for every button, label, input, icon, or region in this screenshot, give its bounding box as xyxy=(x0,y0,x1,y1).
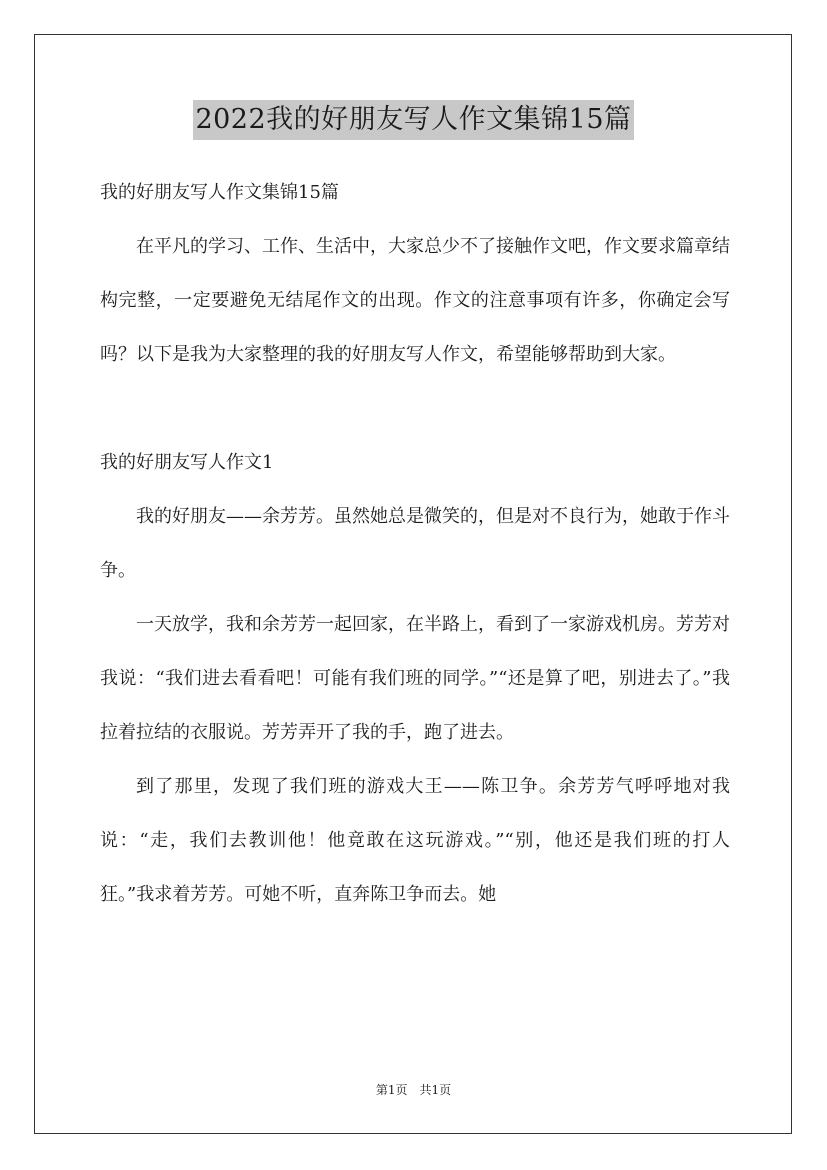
page-total: 共1页 xyxy=(419,1083,452,1097)
body-paragraph-2: 一天放学，我和余芳芳一起回家，在半路上，看到了一家游戏机房。芳芳对我说：“我们进去看看吧！可能有我们班的同学。”“还是算了吧，别进去了。”我拉着拉结的衣服说。芳芳弄开了我的手，跑了进去。 xyxy=(100,614,730,743)
paragraph-gap xyxy=(100,382,730,436)
body-paragraph-1: 我的好朋友——余芳芳。虽然她总是微笑的，但是对不良行为，她敢于作斗争。 xyxy=(100,506,730,581)
page-number: 第1页 xyxy=(375,1083,408,1097)
body-paragraph-3: 到了那里，发现了我们班的游戏大王——陈卫争。余芳芳气呼呼地对我说：“走，我们去教训他！他竟敢在这玩游戏。”“别，他还是我们班的打人狂。”我求着芳芳。可她不听，直奔陈卫争而去。她 xyxy=(100,776,730,905)
title-area xyxy=(0,100,827,140)
subtitle: 我的好朋友写人作文集锦15篇 xyxy=(100,182,339,203)
document-title: 2022我的好朋友写人作文集锦15篇 xyxy=(193,100,633,140)
section-heading: 我的好朋友写人作文1 xyxy=(100,452,274,473)
document-body xyxy=(100,166,730,922)
intro-paragraph: 在平凡的学习、工作、生活中，大家总少不了接触作文吧，作文要求篇章结构完整，一定要避免无结尾作文的出现。作文的注意事项有许多，你确定会写吗？以下是我为大家整理的我的好朋友写人作文，希望能够帮助到大家。 xyxy=(100,236,730,365)
page-footer xyxy=(0,1081,827,1099)
